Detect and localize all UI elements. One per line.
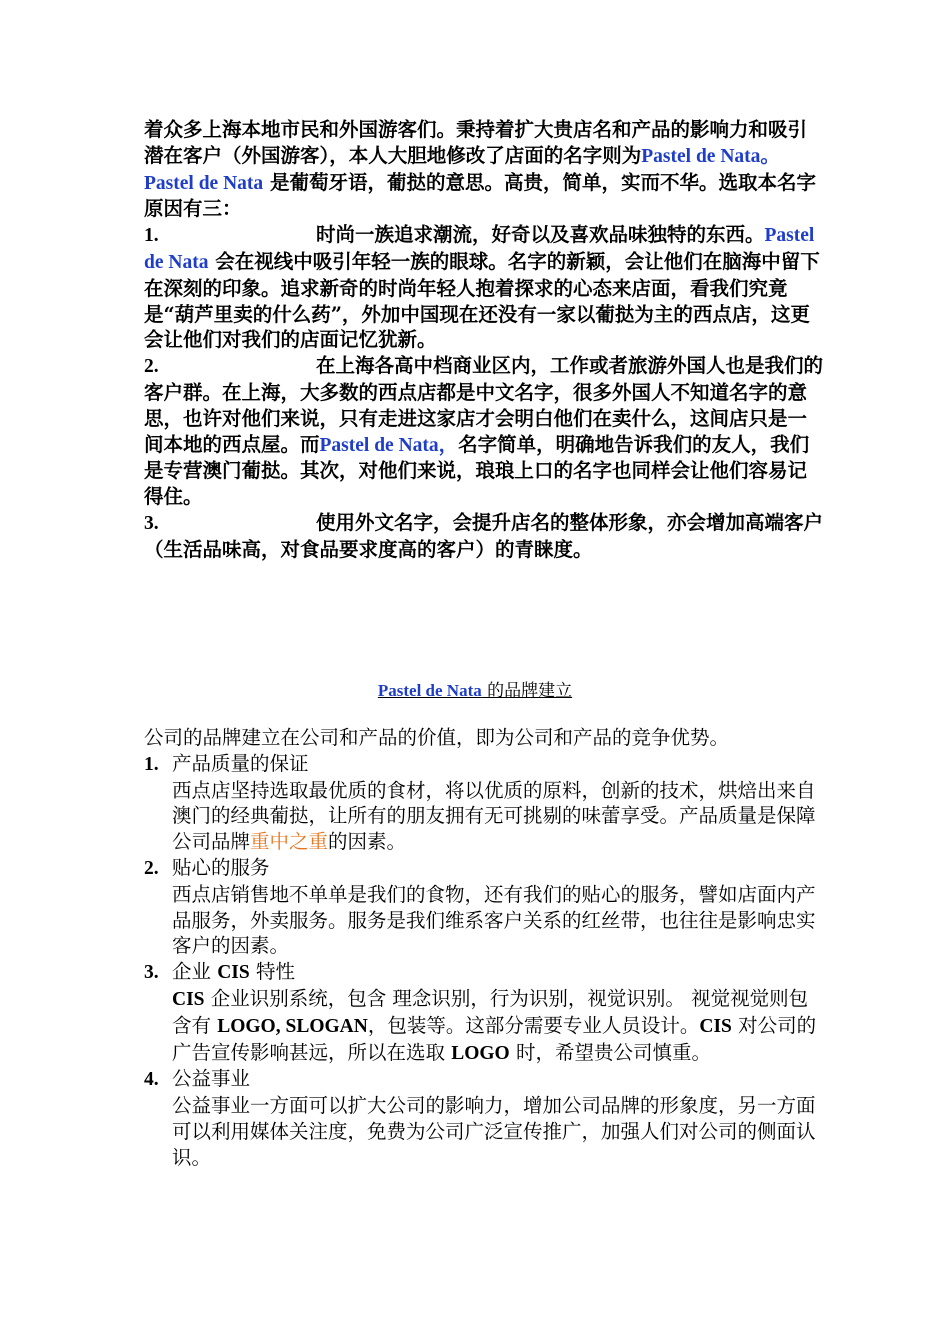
brand-name: Pastel de Nata xyxy=(144,225,815,273)
item-body-text-3: 对公司的广告宣传影响甚远，所以在选取 xyxy=(172,1013,817,1064)
heading-brand: Pastel de Nata xyxy=(377,681,482,700)
brand-name: Pastel de Nata， xyxy=(319,434,459,456)
item-title-text: 公益事业 xyxy=(172,1067,251,1091)
brand-meaning-paragraph xyxy=(144,170,824,223)
item-3-body xyxy=(144,986,824,1066)
section-store-name xyxy=(144,117,824,563)
section-brand-building xyxy=(144,725,824,1171)
item-1-title xyxy=(144,751,824,778)
item-2-body: 西点店销售地不单单是我们的食物，还有我们的贴心的服务，譬如店面内产品服务，外卖服务。服务是我们维系客户关系的红丝带，也往往是影响忠实客户的因素。 xyxy=(172,882,816,958)
item-title-cis: CIS xyxy=(217,962,250,984)
item-body-text: 西点店坚持选取最优质的食材，将以优质的原料，创新的技术，烘焙出来自澳门的经典葡挞，让所有的朋友拥有无可挑剔的味蕾享受。产品质量是保障公司品牌 xyxy=(172,778,816,854)
reason-text: 时尚一族追求潮流，好奇以及喜欢品味独特的东西。 xyxy=(316,223,765,247)
brand-name: Pastel de Nata xyxy=(144,172,264,194)
item-title-text: 产品质量的保证 xyxy=(172,751,309,775)
cis-term: CIS xyxy=(172,988,205,1010)
item-number: 1. xyxy=(144,753,159,775)
logo-term: LOGO xyxy=(451,1042,510,1064)
item-body-text-2: ，包装等。这部分需要专业人员设计。 xyxy=(367,1013,700,1037)
item-3-title xyxy=(144,959,824,986)
item-title-text: 企业 xyxy=(172,960,212,984)
item-body-text: 企业识别系统，包含 理念识别，行为识别，视觉识别。 视觉视觉则包含有 xyxy=(172,986,809,1037)
intro-text: 着众多上海本地市民和外国游客们。秉持着扩大贵店名和产品的影响力和吸引潜在客户（外国游客），本人大胆地修改了店面的名字则为 xyxy=(144,118,808,167)
item-title-text: 贴心的服务 xyxy=(172,855,270,879)
item-body-end: 时，希望贵公司慎重。 xyxy=(515,1040,711,1064)
item-2-title xyxy=(144,855,824,882)
item-title-text-end: 特性 xyxy=(255,960,295,984)
item-number: 2. xyxy=(144,857,159,879)
reason-text: 在上海各高中档商业区内，工作或者旅游外国人也是我们的客户群。在上海，大多数的西点店都是中文名字，很多外国人不知道名字的意思，也许对他们来说，只有走进这家店才会明白他们在卖什么，这间店只是一间本地的西点屋。而 xyxy=(144,354,824,456)
brand-intro: 公司的品牌建立在公司和产品的价值，即为公司和产品的竞争优势。 xyxy=(144,726,730,749)
brand-meaning-text: 是葡萄牙语，葡挞的意思。高贵，简单，实而不华。选取本名字原因有三： xyxy=(144,170,816,221)
heading-text: 的品牌建立 xyxy=(481,681,573,701)
reason-text-cont: 名字简单，明确地告诉我们的友人，我们是专营澳门葡挞。其次，对他们来说，琅琅上口的名字也同样会让他们容易记得住。 xyxy=(144,432,810,509)
reason-text: 使用外文名字，会提升店名的整体形象，亦会增加高端客户（生活品味高，对食品要求度高的客户）的青睐度。 xyxy=(144,510,824,561)
brand-name: Pastel de Nata xyxy=(641,145,761,167)
item-number: 3. xyxy=(144,962,159,984)
item-number: 4. xyxy=(144,1069,159,1091)
reason-2 xyxy=(144,353,824,510)
reason-number: 3. xyxy=(144,512,159,534)
logo-slogan-term: LOGO, SLOGAN xyxy=(217,1015,368,1037)
section-heading xyxy=(0,678,950,705)
item-4-title xyxy=(144,1066,824,1093)
intro-paragraph xyxy=(144,117,824,170)
cis-term: CIS xyxy=(699,1015,732,1037)
item-4-body: 公益事业一方面可以扩大公司的影响力，增加公司品牌的形象度，另一方面可以利用媒体关注度，免费为公司广泛宣传推广，加强人们对公司的侧面认识。 xyxy=(172,1094,816,1169)
item-1-body xyxy=(144,778,824,855)
brand-suffix: 。 xyxy=(760,145,780,167)
reason-number: 2. xyxy=(144,356,159,378)
reason-number: 1. xyxy=(144,225,159,247)
reason-1 xyxy=(144,222,824,353)
highlight-text: 重中之重 xyxy=(250,830,329,854)
reason-3 xyxy=(144,510,824,563)
item-body-end: 的因素。 xyxy=(328,830,407,854)
reason-text-cont: 会在视线中吸引年轻一族的眼球。名字的新颖，会让他们在脑海中留下在深刻的印象。追求新奇的时尚年轻人抱着探求的心态来店面，看我们究竟是“葫芦里卖的什么药”，外加中国现在还没有一家以葡挞为主的西点店，这更会让他们对我们的店面记忆犹新。 xyxy=(144,249,820,352)
